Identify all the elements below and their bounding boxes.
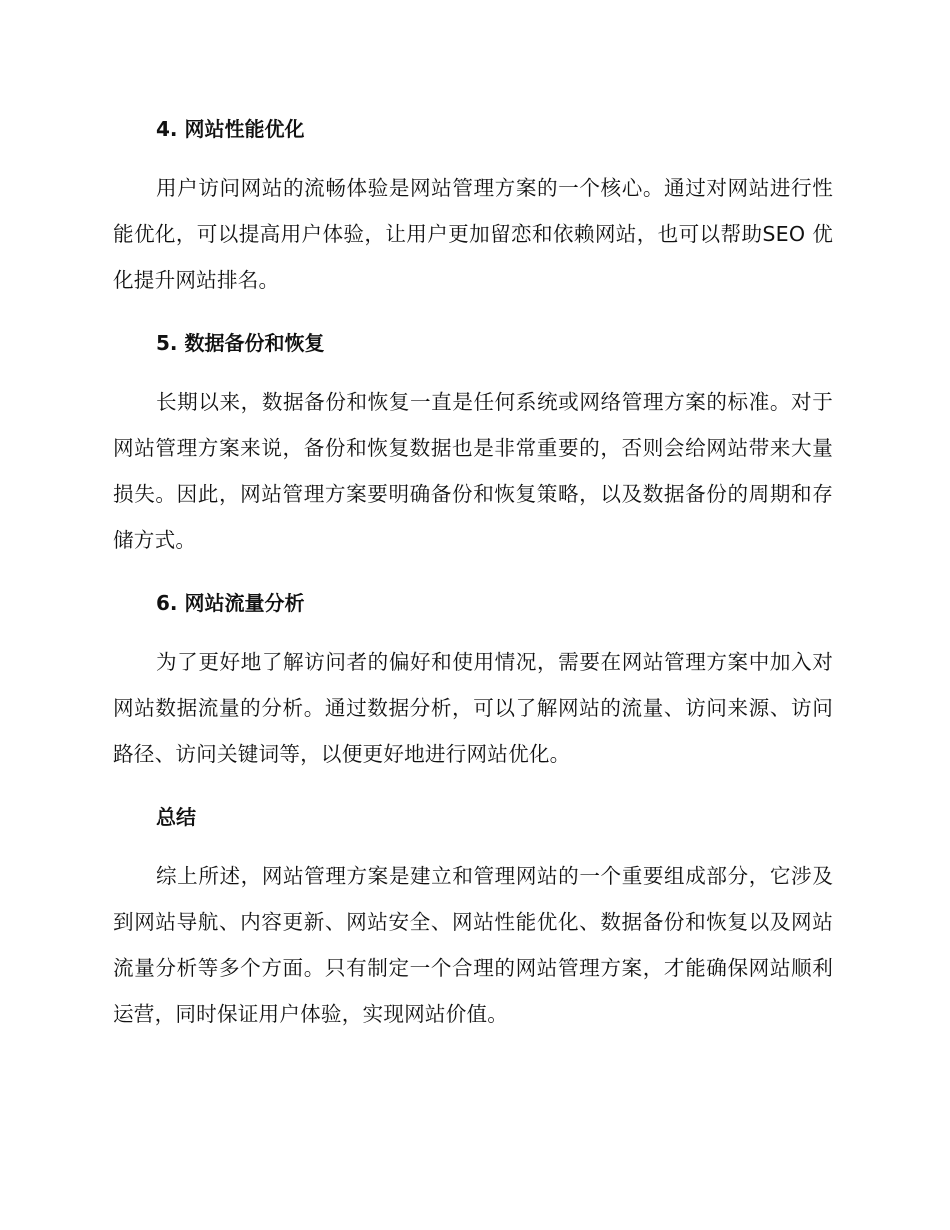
section-paragraph-traffic: 为了更好地了解访问者的偏好和使用情况，需要在网站管理方案中加入对网站数据流量的分析。通过数据分析，可以了解网站的流量、访问来源、访问路径、访问关键词等，以便更好地进行网站优化。 — [113, 650, 833, 766]
section-heading-performance: 4. 网站性能优化 — [156, 117, 305, 141]
document-body — [113, 112, 833, 1037]
section-heading-traffic: 6. 网站流量分析 — [156, 591, 305, 615]
section-paragraph-summary: 综上所述，网站管理方案是建立和管理网站的一个重要组成部分，它涉及到网站导航、内容更新、网站安全、网站性能优化、数据备份和恢复以及网站流量分析等多个方面。只有制定一个合理的网站管理方案，才能确保网站顺利运营，同时保证用户体验，实现网站价值。 — [113, 864, 833, 1026]
section-paragraph-performance: 用户访问网站的流畅体验是网站管理方案的一个核心。通过对网站进行性能优化，可以提高用户体验，让用户更加留恋和依赖网站，也可以帮助SEO 优化提升网站排名。 — [113, 176, 833, 292]
section-paragraph-backup: 长期以来，数据备份和恢复一直是任何系统或网络管理方案的标准。对于网站管理方案来说，备份和恢复数据也是非常重要的，否则会给网站带来大量损失。因此，网站管理方案要明确备份和恢复策略，以及数据备份的周期和存储方式。 — [113, 390, 833, 552]
section-heading-backup: 5. 数据备份和恢复 — [156, 331, 325, 355]
section-heading-summary: 总结 — [156, 805, 196, 829]
